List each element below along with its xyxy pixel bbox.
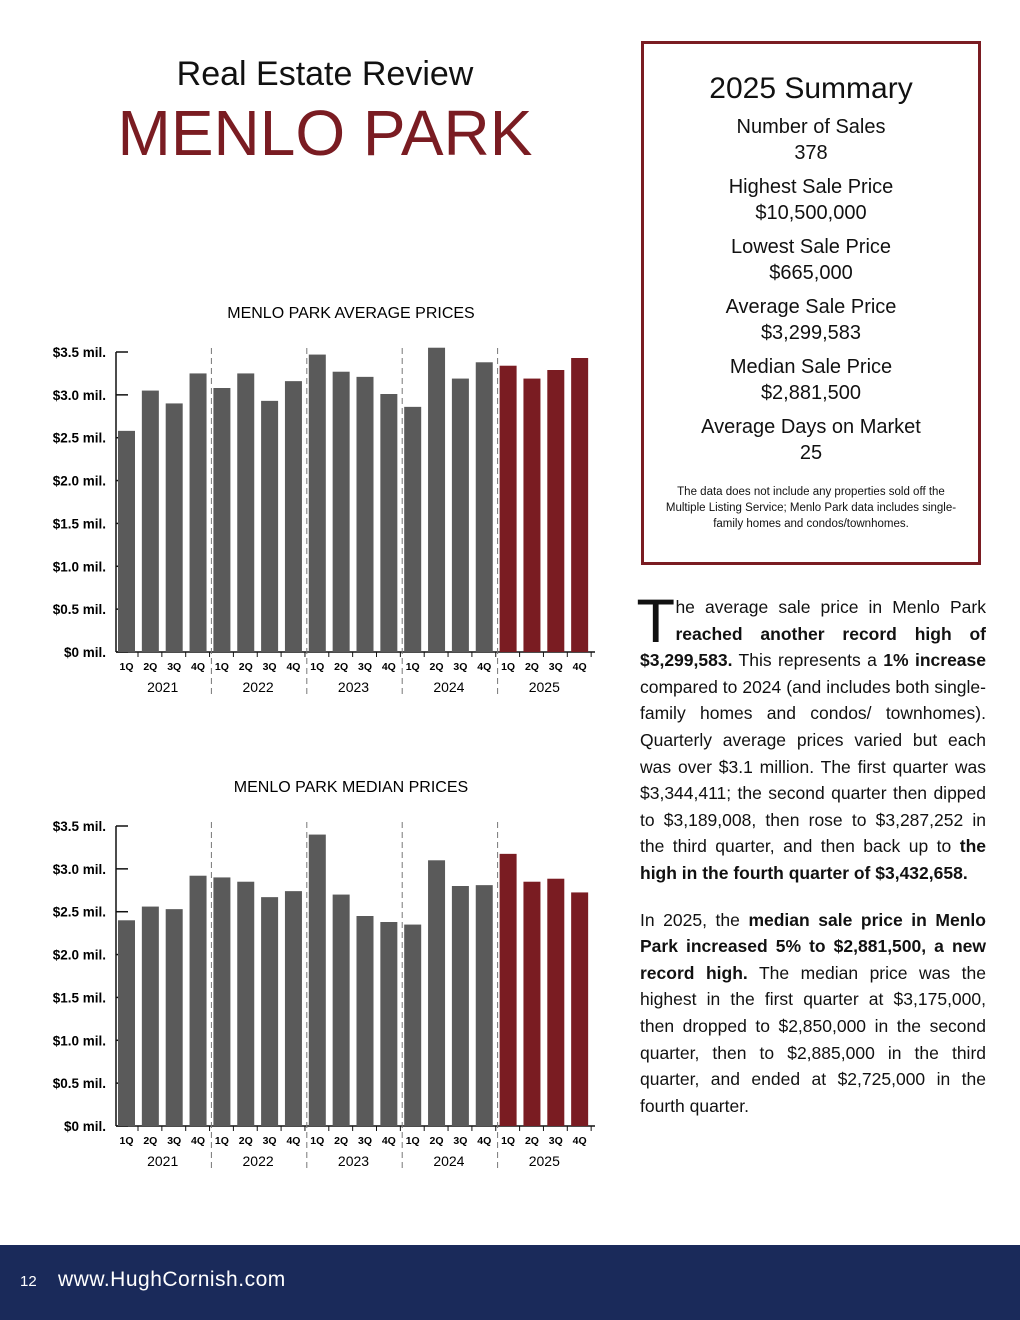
paragraph-average — [638, 588, 986, 887]
bar — [571, 358, 588, 652]
bold-run: median sale price in Menlo Park increased 5% to $2,881,500, a new record high. — [640, 909, 986, 983]
bar — [237, 373, 254, 652]
quarter-label: 1Q — [214, 1135, 229, 1147]
y-tick-label: $3.0 mil. — [52, 387, 106, 403]
stat-label: Lowest Sale Price — [730, 236, 892, 258]
stat-average-sale-price — [644, 294, 978, 346]
quarter-label: 3Q — [357, 1135, 373, 1147]
y-tick-label: $3.0 mil. — [52, 861, 106, 877]
quarter-label: 2Q — [524, 661, 539, 673]
website-link[interactable]: www.HughCornish.com — [58, 1268, 286, 1291]
year-label: 2021 — [147, 679, 179, 695]
quarter-label: 1Q — [119, 661, 134, 673]
y-tick-label: $2.5 mil. — [52, 430, 106, 446]
bold-run: 1% increase — [883, 650, 986, 671]
quarter-label: 2Q — [524, 1135, 539, 1147]
stat-value: 378 — [794, 142, 828, 164]
bar — [309, 355, 326, 652]
quarter-label: 3Q — [262, 1135, 277, 1147]
bar — [452, 379, 469, 652]
bar — [428, 348, 445, 652]
bar — [404, 925, 421, 1126]
bar — [523, 379, 540, 652]
stat-value: $2,881,500 — [760, 382, 862, 404]
bar — [166, 909, 183, 1126]
quarter-label: 1Q — [310, 1135, 325, 1147]
quarter-label: 4Q — [286, 661, 301, 673]
stat-label: Average Sale Price — [725, 296, 897, 318]
stat-label: Highest Sale Price — [728, 176, 894, 198]
bar — [428, 860, 445, 1126]
bar — [190, 373, 207, 652]
quarter-label: 3Q — [167, 661, 182, 673]
page-subtitle: Real Estate Review — [176, 55, 474, 93]
year-label: 2022 — [242, 679, 274, 695]
quarter-label: 1Q — [119, 1135, 134, 1147]
article-body — [638, 588, 986, 1139]
quarter-label: 2Q — [334, 661, 349, 673]
quarter-label: 4Q — [381, 661, 396, 673]
average-prices-chart-svg — [40, 296, 620, 706]
average-prices-chart — [40, 296, 620, 706]
bar — [571, 892, 588, 1126]
stat-number-of-sales — [644, 114, 978, 166]
quarter-label: 3Q — [357, 661, 373, 673]
bar — [476, 885, 493, 1126]
bar — [118, 920, 135, 1126]
bar — [476, 362, 493, 652]
drop-cap: T — [638, 588, 674, 656]
bar — [380, 922, 397, 1126]
stat-median-sale-price — [644, 354, 978, 406]
quarter-label: 3Q — [548, 661, 563, 673]
bar — [237, 882, 254, 1126]
quarter-label: 1Q — [405, 1135, 420, 1147]
bar — [166, 403, 183, 652]
stat-value: $3,299,583 — [760, 322, 862, 344]
page-number: 12 — [20, 1273, 37, 1290]
quarter-label: 4Q — [381, 1135, 396, 1147]
quarter-label: 3Q — [262, 661, 277, 673]
quarter-label: 2Q — [334, 1135, 349, 1147]
text-run: compared to 2024 (and includes both single-family homes and condos/ townhomes). Quarterly average prices varied but each was over $3.1 million. The first quarter was $3,344,411; the second quarter then dipped to $3,189,008, then rose to $3,287,252 in the third quarter, and then back up to — [640, 676, 986, 857]
stat-label: Median Sale Price — [729, 356, 893, 378]
bar — [142, 907, 159, 1126]
bar — [404, 407, 421, 652]
bar — [500, 366, 517, 652]
quarter-label: 1Q — [501, 1135, 516, 1147]
y-tick-label: $0 mil. — [63, 1119, 106, 1134]
text-run: he average sale price in Menlo Park — [675, 597, 986, 617]
stat-lowest-sale-price — [644, 234, 978, 286]
bar — [213, 388, 230, 652]
quarter-label: 3Q — [167, 1135, 182, 1147]
bar — [142, 391, 159, 652]
bar — [380, 394, 397, 652]
y-tick-label: $0.5 mil. — [52, 602, 106, 618]
y-tick-label: $1.0 mil. — [52, 559, 106, 575]
page-title: MENLO PARK — [117, 97, 533, 169]
bar — [309, 835, 326, 1126]
text-run: The median price was the highest in the first quarter at $3,175,000, then dropped to $2,850,000 in the second quarter, then to $2,885,000 in the third quarter, and ended at $2,725,000 in the fourth quarter. — [640, 962, 986, 1116]
bar — [333, 895, 350, 1126]
bar — [357, 916, 374, 1126]
chart-title: MENLO PARK AVERAGE PRICES — [227, 305, 475, 322]
quarter-label: 3Q — [453, 661, 468, 673]
year-label: 2023 — [337, 1153, 370, 1169]
bar — [261, 401, 278, 652]
quarter-label: 1Q — [501, 661, 516, 673]
bar — [190, 876, 207, 1126]
quarter-label: 1Q — [214, 661, 229, 673]
text-run: In 2025, the — [640, 909, 749, 930]
quarter-label: 4Q — [477, 661, 492, 673]
bar — [285, 381, 302, 652]
quarter-label: 2Q — [238, 661, 253, 673]
quarter-label: 4Q — [191, 1135, 206, 1147]
quarter-label: 2Q — [429, 1135, 444, 1147]
bar — [333, 372, 350, 652]
year-label: 2023 — [337, 679, 370, 695]
year-label: 2022 — [242, 1153, 274, 1169]
bold-run: the high in the fourth quarter of $3,432,658. — [640, 836, 986, 883]
quarter-label: 1Q — [405, 661, 420, 673]
bar — [500, 854, 517, 1126]
quarter-label: 4Q — [572, 661, 587, 673]
y-tick-label: $1.0 mil. — [52, 1033, 106, 1049]
summary-title: 2025 Summary — [709, 72, 913, 105]
quarter-label: 4Q — [286, 1135, 301, 1147]
y-tick-label: $1.5 mil. — [52, 516, 106, 532]
bar — [547, 879, 564, 1126]
stat-label: Number of Sales — [736, 116, 886, 138]
quarter-label: 2Q — [238, 1135, 253, 1147]
y-tick-label: $0.5 mil. — [52, 1076, 106, 1092]
median-prices-chart-svg — [40, 770, 620, 1190]
bar — [547, 370, 564, 652]
y-tick-label: $1.5 mil. — [52, 990, 106, 1006]
bar — [357, 377, 374, 652]
text-run: This represents a — [732, 650, 884, 671]
bar — [213, 877, 230, 1126]
quarter-label: 2Q — [143, 661, 158, 673]
y-tick-label: $2.5 mil. — [52, 904, 106, 920]
bar — [261, 897, 278, 1126]
bar — [523, 882, 540, 1126]
stat-highest-sale-price — [644, 174, 978, 226]
summary-box — [641, 41, 981, 565]
stat-value: $10,500,000 — [755, 202, 867, 224]
year-label: 2025 — [528, 679, 560, 695]
year-label: 2024 — [433, 679, 465, 695]
y-tick-label: $2.0 mil. — [52, 473, 106, 489]
paragraph-median — [640, 907, 986, 1120]
year-label: 2021 — [147, 1153, 179, 1169]
y-tick-label: $3.5 mil. — [52, 345, 106, 360]
bar — [285, 891, 302, 1126]
quarter-label: 4Q — [572, 1135, 587, 1147]
summary-footnote: The data does not include any properties sold off the Multiple Listing Service; Menlo Park data includes single-family homes and condos/townhomes. — [665, 486, 957, 530]
year-label: 2025 — [528, 1153, 560, 1169]
bold-run: reached another record high of $3,299,583. — [640, 623, 986, 671]
footer-bar — [0, 1245, 1020, 1320]
bar — [118, 431, 135, 652]
y-tick-label: $0 mil. — [63, 645, 106, 660]
quarter-label: 2Q — [143, 1135, 158, 1147]
year-label: 2024 — [433, 1153, 465, 1169]
quarter-label: 2Q — [429, 661, 444, 673]
bar — [452, 886, 469, 1126]
quarter-label: 4Q — [477, 1135, 492, 1147]
y-tick-label: $2.0 mil. — [52, 947, 106, 963]
chart-title: MENLO PARK MEDIAN PRICES — [233, 779, 469, 796]
median-prices-chart — [40, 770, 620, 1190]
stat-label: Average Days on Market — [701, 416, 921, 438]
quarter-label: 3Q — [453, 1135, 468, 1147]
stat-value: $665,000 — [769, 262, 853, 284]
quarter-label: 4Q — [191, 661, 206, 673]
stat-average-days-on-market — [644, 414, 978, 466]
quarter-label: 1Q — [310, 661, 325, 673]
quarter-label: 3Q — [548, 1135, 563, 1147]
stat-value: 25 — [799, 442, 823, 464]
y-tick-label: $3.5 mil. — [52, 819, 106, 834]
